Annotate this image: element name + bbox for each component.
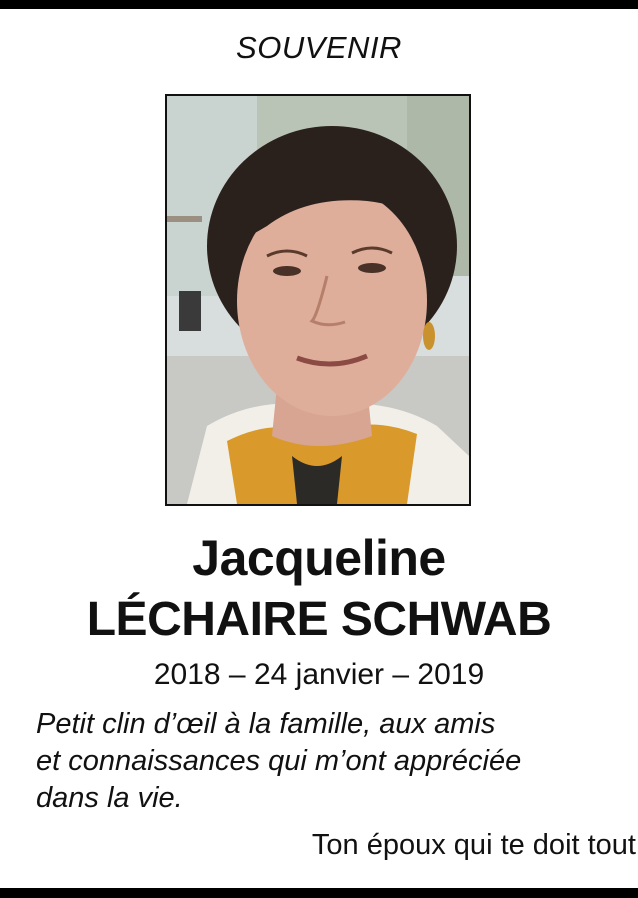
deceased-last-name: LÉCHAIRE SCHWAB bbox=[86, 593, 552, 646]
portrait-photo bbox=[165, 94, 471, 506]
signature-line: Ton époux qui te doit tout bbox=[311, 829, 636, 861]
tribute-message-line: et connaissances qui m’ont appréciée bbox=[36, 745, 522, 777]
notice-heading: SOUVENIR bbox=[236, 30, 402, 65]
bottom-border-rule bbox=[0, 888, 638, 898]
memorial-dates: 2018 – 24 janvier – 2019 bbox=[153, 658, 485, 691]
deceased-first-name: Jacqueline bbox=[192, 530, 446, 586]
tribute-message bbox=[36, 706, 631, 817]
portrait-image bbox=[167, 96, 469, 504]
tribute-message-line: Petit clin d’œil à la famille, aux amis bbox=[36, 708, 496, 740]
tribute-message-line: dans la vie. bbox=[36, 782, 183, 814]
top-border-rule bbox=[0, 0, 638, 9]
